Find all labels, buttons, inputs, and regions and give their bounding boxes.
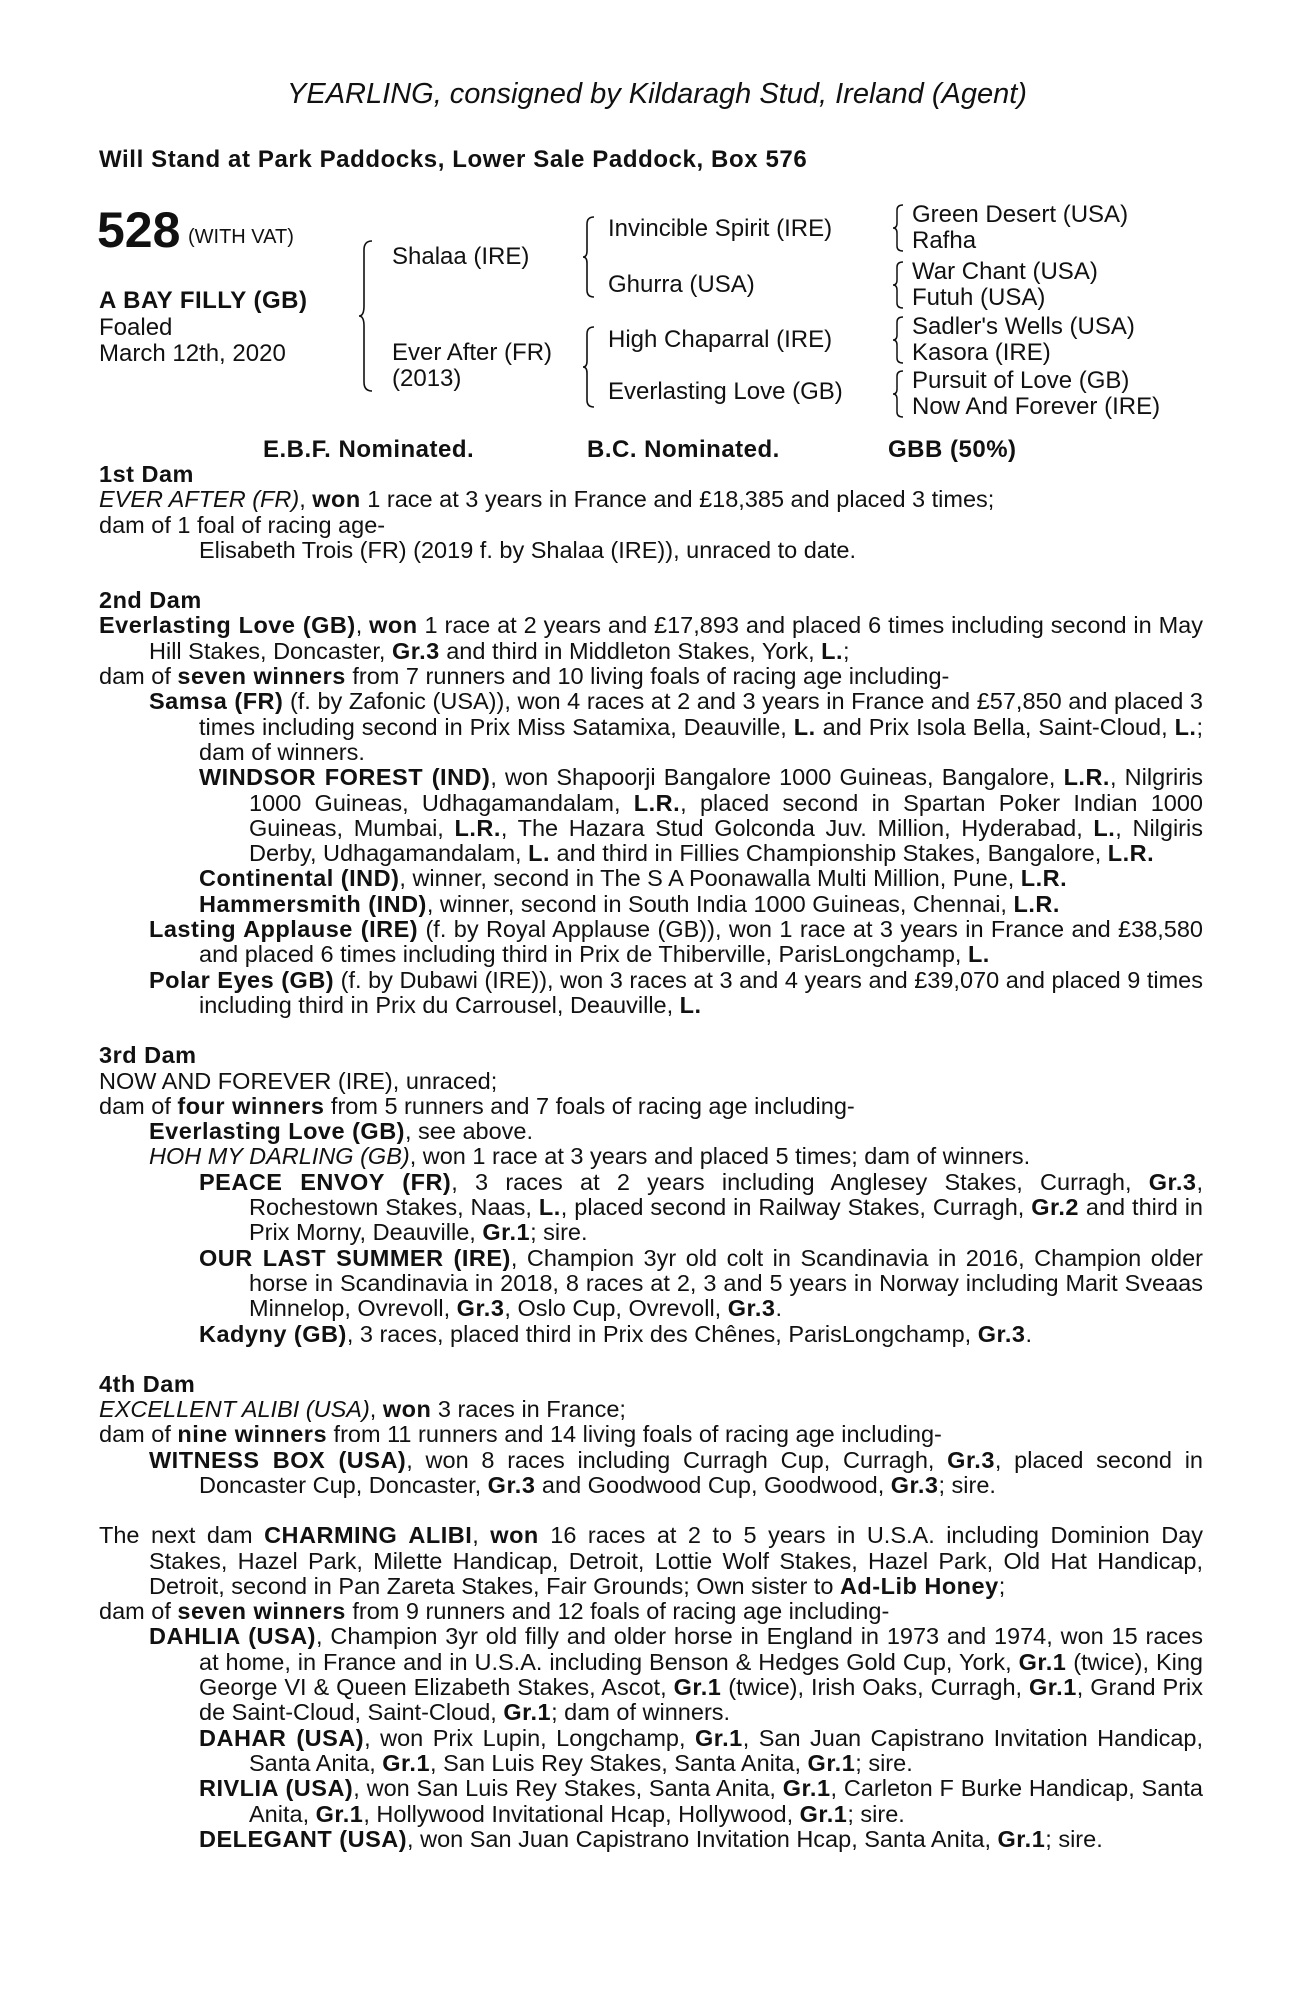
polar-eyes-entry: Polar Eyes (GB) (f. by Dubawi (IRE)), won 3 races at 3 and 4 years and £39,070 and placed 9 times including third in Prix du Carrousel, Deauville, L. [149,966,1203,1018]
dahar-entry: DAHAR (USA), won Prix Lupin, Longchamp, Gr.1, San Juan Capistrano Invitation Handicap, Santa Anita, Gr.1, San Luis Rey Stakes, Santa Anita, Gr.1; sire. [199,1724,1203,1776]
dam4-heading: 4th Dam [99,1370,196,1397]
stand-location: Will Stand at Park Paddocks, Lower Sale Paddock, Box 576 [99,146,808,173]
dam2-heading: 2nd Dam [99,587,202,614]
dam1-record: EVER AFTER (FR), won 1 race at 3 years in France and £18,385 and placed 3 times; [99,486,995,513]
foaled-label: Foaled [99,314,173,341]
lasting-applause-entry: Lasting Applause (IRE) (f. by Royal Applause (GB)), won 1 race at 3 years in France and £38,580 and placed 6 times including third in Prix de Thiberville, ParisLongchamp, L. [149,916,1203,968]
dam3-heading: 3rd Dam [99,1042,197,1069]
dam4-produce-intro: dam of nine winners from 11 runners and 14 living foals of racing age including- [99,1421,942,1448]
dahlia-entry: DAHLIA (USA), Champion 3yr old filly and older horse in England in 1973 and 1974, won 15 races at home, in France and in U.S.A. including Benson & Hedges Gold Cup, York, Gr.1 (twice), King George VI & Queen Elizabeth Stakes, Ascot, Gr.1 (twice), Irish Oaks, Curragh, Gr.1, Grand Prix de Saint-Cloud, Saint-Cloud, Gr.1; dam of winners. [149,1623,1203,1726]
horse-name: A BAY FILLY (GB) [99,287,308,314]
dam1-foal: Elisabeth Trois (FR) (2019 f. by Shalaa (IRE)), unraced to date. [199,536,856,563]
dam1-produce-intro: dam of 1 foal of racing age- [99,511,386,538]
dam2-produce-intro: dam of seven winners from 7 runners and 10 living foals of racing age including- [99,663,950,690]
witness-box-entry: WITNESS BOX (USA), won 8 races including Curragh Cup, Curragh, Gr.3, placed second in Doncaster Cup, Doncaster, Gr.3 and Goodwood Cup, Goodwood, Gr.3; sire. [149,1446,1204,1498]
dam-sire: High Chaparral (IRE) [608,326,833,353]
dam-name: Ever After (FR) [392,339,553,366]
dam-dam: Everlasting Love (GB) [608,378,843,405]
ggp-brace-4 [892,370,904,418]
sire-sire: Invincible Spirit (IRE) [608,215,833,242]
ggp-7: Pursuit of Love (GB) [912,367,1130,394]
dam-year: (2013) [392,365,462,392]
continental-entry: Continental (IND), winner, second in The S A Poonawalla Multi Million, Pune, L.R. [199,865,1068,892]
ebf-nomination: E.B.F. Nominated. [263,436,475,463]
ggp-brace-2 [892,261,904,309]
sire-line-brace [582,216,596,298]
samsa-entry: Samsa (FR) (f. by Zafonic (USA)), won 4 races at 2 and 3 years in France and £57,850 and placed 3 times including second in Prix Miss Satamixa, Deauville, L. and Prix Isola Bella, Saint-Cloud, L.; dam of winners. [149,688,1203,765]
next-dam-record: The next dam CHARMING ALIBI, won 16 races at 2 to 5 years in U.S.A. including Dominion Day Stakes, Hazel Park, Milette Handicap, Detroit, Lottie Wolf Stakes, Hazel Park, Old Hat Handicap, Detroit, second in Pan Zareta Stakes, Fair Grounds; Own sister to Ad-Lib Honey; [99,1522,1203,1599]
dam3-record: NOW AND FOREVER (IRE), unraced; [99,1067,498,1094]
pedigree-brace [358,240,374,392]
dam2-record: Everlasting Love (GB), won 1 race at 2 years and £17,893 and placed 6 times including second in May Hill Stakes, Doncaster, Gr.3 and third in Middleton Stakes, York, L.; [99,612,1204,664]
hoh-my-darling-entry: HOH MY DARLING (GB), won 1 race at 3 years and placed 5 times; dam of winners. [149,1143,1031,1170]
ggp-brace-3 [892,316,904,364]
ggp-5: Sadler's Wells (USA) [912,313,1135,340]
ggp-1: Green Desert (USA) [912,201,1129,228]
next-dam-produce-intro: dam of seven winners from 9 runners and 12 foals of racing age including- [99,1598,890,1625]
rivlia-entry: RIVLIA (USA), won San Luis Rey Stakes, Santa Anita, Gr.1, Carleton F Burke Handicap, Santa Anita, Gr.1, Hollywood Invitational Hcap, Hollywood, Gr.1; sire. [199,1775,1203,1827]
ggp-4: Futuh (USA) [912,284,1046,311]
vat-note: (WITH VAT) [188,226,294,248]
dam4-record: EXCELLENT ALIBI (USA), won 3 races in France; [99,1396,626,1423]
foaled-date: March 12th, 2020 [99,340,286,367]
our-last-summer-entry: OUR LAST SUMMER (IRE), Champion 3yr old colt in Scandinavia in 2016, Champion older horse in Scandinavia in 2018, 8 races at 2, 3 and 5 years in Norway including Marit Sveaas Minnelop, Ovrevoll, Gr.3, Oslo Cup, Ovrevoll, Gr.3. [199,1244,1203,1322]
lot-number: 528 [97,202,181,258]
produce-record [99,462,1203,1852]
delegant-entry: DELEGANT (USA), won San Juan Capistrano Invitation Hcap, Santa Anita, Gr.1; sire. [199,1825,1103,1852]
windsor-forest-entry: WINDSOR FOREST (IND), won Shapoorji Bangalore 1000 Guineas, Bangalore, L.R., Nilgriris 1000 Guineas, Udhagamandalam, L.R., placed second in Spartan Poker Indian 1000 Guineas, Mumbai, L.R., The Hazara Stud Golconda Juv. Million, Hyderabad, L., Nilgiris Derby, Udhagamandalam, L. and third in Fillies Championship Stakes, Bangalore, L.R. [199,764,1203,867]
dam1-heading: 1st Dam [99,461,194,487]
bc-nomination: B.C. Nominated. [587,436,780,463]
ggp-6: Kasora (IRE) [912,339,1051,366]
kadyny-entry: Kadyny (GB), 3 races, placed third in Prix des Chênes, ParisLongchamp, Gr.3. [199,1320,1033,1347]
ggp-8: Now And Forever (IRE) [912,393,1161,420]
dam3-produce-intro: dam of four winners from 5 runners and 7 foals of racing age including- [99,1092,855,1119]
ggp-2: Rafha [912,227,977,254]
sire-dam: Ghurra (USA) [608,271,755,298]
ggp-3: War Chant (USA) [912,258,1098,285]
peace-envoy-entry: PEACE ENVOY (FR), 3 races at 2 years including Anglesey Stakes, Curragh, Gr.3, Rochestown Stakes, Naas, L., placed second in Railway Stakes, Curragh, Gr.2 and third in Prix Morny, Deauville, Gr.1; sire. [199,1168,1204,1246]
gbb-note: GBB (50%) [888,436,1017,463]
hammersmith-entry: Hammersmith (IND), winner, second in South India 1000 Guineas, Chennai, L.R. [199,890,1060,917]
dam-line-brace [582,326,596,408]
ggp-brace-1 [892,204,904,252]
everlasting-love-entry: Everlasting Love (GB), see above. [149,1118,534,1145]
sire: Shalaa (IRE) [392,243,530,270]
page-header: YEARLING, consigned by Kildaragh Stud, Ireland (Agent) [287,78,1027,110]
